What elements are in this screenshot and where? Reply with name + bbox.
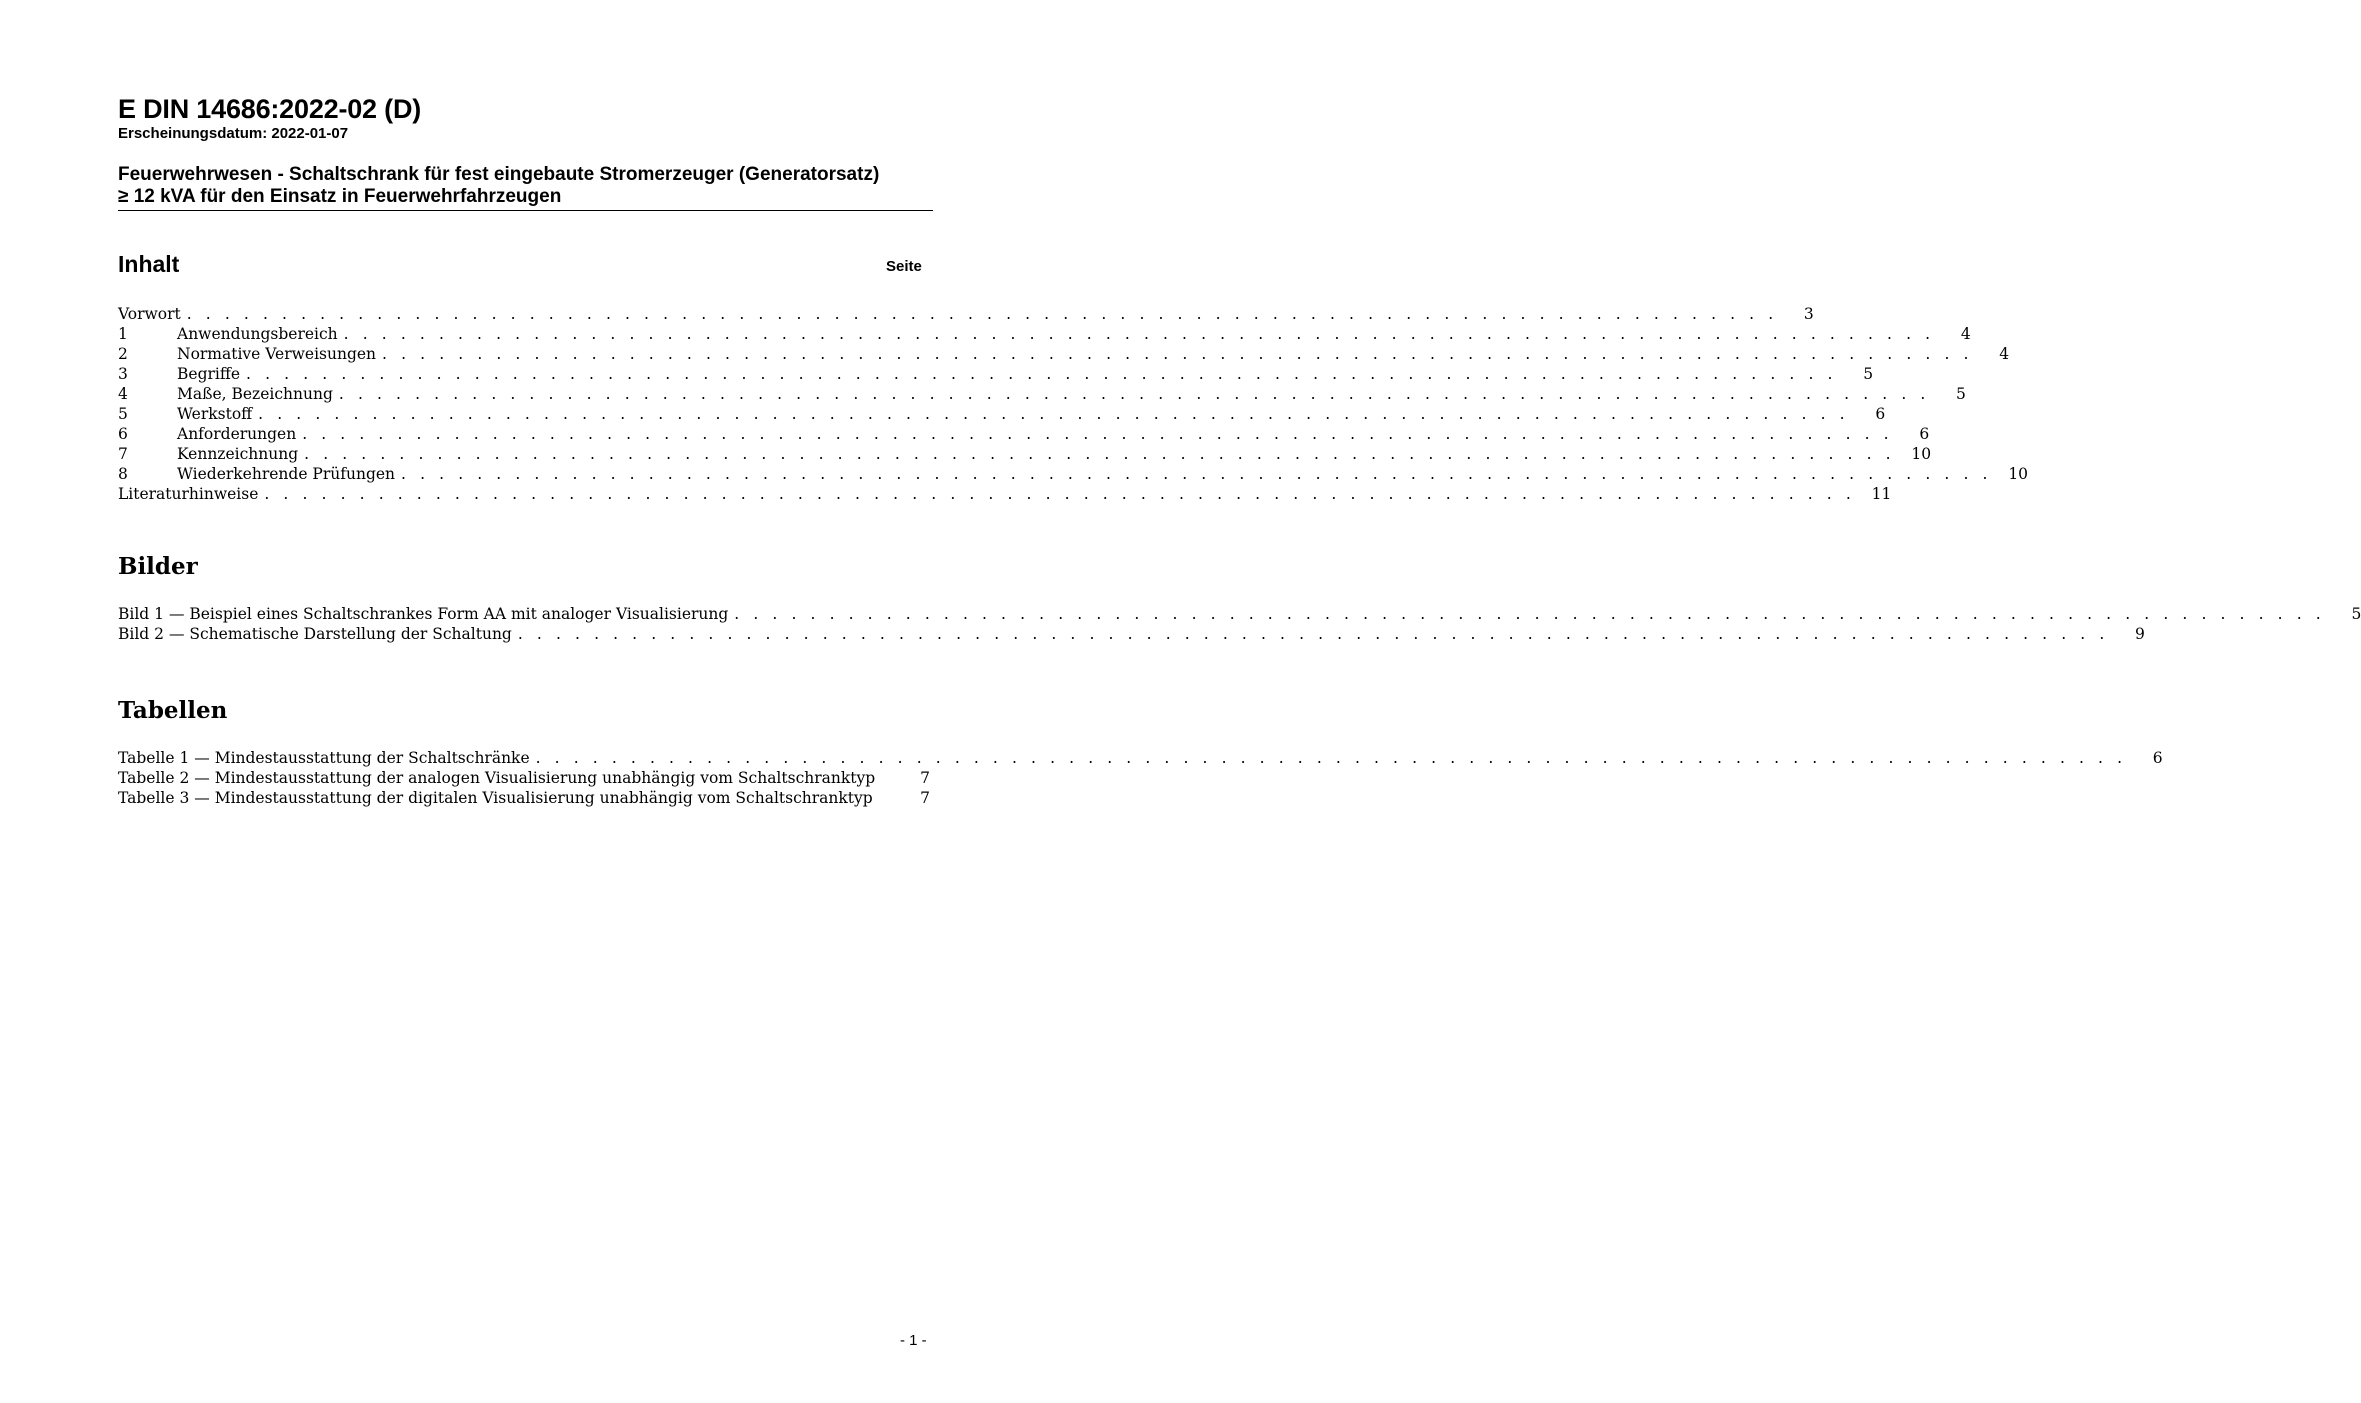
toc-entry[interactable] — [118, 424, 1930, 444]
dot-leader: . . . . . . . . . . . . . . . . . . . . . . . . . . . . . . . . . . . . . . . . . . . . . . . . . . . . . . . . . . . . . . . . . . . . . . . . . . . . . . . . . . . . — [186, 305, 1778, 323]
dot-leader: . . . . . . . . . . . . . . . . . . . . . . . . . . . . . . . . . . . . . . . . . . . . . . . . . . . . . . . . . . . . . . . . . . . . . . . . . . . . . . . . . . . . — [304, 445, 1896, 463]
toc-entry-number: 5 — [118, 405, 128, 423]
toc-entry-number: 2 — [118, 345, 128, 363]
toc-entry-page: 4 — [1999, 345, 2010, 363]
dot-leader: . . . . . . . . . . . . . . . . . . . . . . . . . . . . . . . . . . . . . . . . . . . . . . . . . . . . . . . . . . . . . . . . . . . . . . . . . . . . . . . . . . . . — [734, 605, 2326, 623]
toc-entry[interactable] — [118, 484, 1892, 504]
document-title — [118, 164, 933, 208]
table-entry-page: 7 — [920, 789, 930, 807]
title-line-1: Feuerwehrwesen - Schaltschrank für fest eingebaute Stromerzeuger (Generatorsatz) — [118, 164, 880, 185]
toc-entry-number: 3 — [118, 365, 128, 383]
dot-leader: . . . . . . . . . . . . . . . . . . . . . . . . . . . . . . . . . . . . . . . . . . . . . . . . . . . . . . . . . . . . . . . . . . . . . . . . . . . . . . . . . . . . — [343, 325, 1935, 343]
toc-entry-title: Normative Verweisungen — [177, 345, 377, 363]
figure-entry[interactable] — [118, 604, 2361, 624]
title-line-2: ≥ 12 kVA für den Einsatz in Feuerwehrfahrzeugen — [118, 186, 562, 207]
toc-entry[interactable] — [118, 324, 1971, 344]
figures-heading: Bilder — [118, 553, 198, 580]
dot-leader: . . . . . . . . . . . . . . . . . . . . . . . . . . . . . . . . . . . . . . . . . . . . . . . . . . . . . . . . . . . . . . . . . . . . . . . . . . . . . . . . . . . . — [401, 465, 1993, 483]
table-entry[interactable] — [118, 788, 930, 808]
toc-entry-title: Vorwort — [118, 305, 181, 323]
table-entry[interactable] — [118, 768, 930, 788]
toc-entry-page: 5 — [1956, 385, 1966, 403]
dot-leader: . . . . . . . . . . . . . . . . . . . . . . . . . . . . . . . . . . . . . . . . . . . . . . . . . . . . . . . . . . . . . . . . . . . . . . . . . . . . . . . . . . . . — [517, 625, 2109, 643]
toc-entry-number: 4 — [118, 385, 128, 403]
contents-heading: Inhalt — [118, 251, 180, 277]
title-divider — [118, 210, 933, 211]
figure-entry-page: 9 — [2135, 625, 2145, 643]
toc-entry[interactable] — [118, 384, 1966, 404]
document-id: E DIN 14686:2022-02 (D) — [118, 94, 422, 124]
toc-entry[interactable] — [118, 464, 2029, 484]
toc-entry-number: 7 — [118, 445, 128, 463]
figure-entry-title: Bild 2 — Schematische Darstellung der Schaltung — [118, 625, 512, 643]
toc-entry-page: 3 — [1803, 305, 1814, 323]
tables-heading: Tabellen — [118, 697, 228, 724]
toc-entry[interactable] — [118, 344, 2010, 364]
toc-entry-title: Wiederkehrende Prüfungen — [177, 465, 396, 483]
toc-entry[interactable] — [118, 364, 1874, 384]
figures-list — [118, 604, 2361, 644]
dot-leader: . . . . . . . . . . . . . . . . . . . . . . . . . . . . . . . . . . . . . . . . . . . . . . . . . . . . . . . . . . . . . . . . . . . . . . . . . . . . . . . . . . . . — [382, 345, 1974, 363]
page-column-label: Seite — [886, 258, 922, 275]
toc-entry-title: Kennzeichnung — [177, 445, 299, 463]
table-entry-title: Tabelle 3 — Mindestausstattung der digitalen Visualisierung unabhängig vom Schaltschranktyp — [118, 789, 873, 807]
dot-leader: . . . . . . . . . . . . . . . . . . . . . . . . . . . . . . . . . . . . . . . . . . . . . . . . . . . . . . . . . . . . . . . . . . . . . . . . . . . . . . . . . . . . — [302, 425, 1894, 443]
dot-leader: . . . . . . . . . . . . . . . . . . . . . . . . . . . . . . . . . . . . . . . . . . . . . . . . . . . . . . . . . . . . . . . . . . . . . . . . . . . . . . . . . . . . — [264, 485, 1856, 503]
table-entry-title: Tabelle 2 — Mindestausstattung der analogen Visualisierung unabhängig vom Schaltschranktyp — [118, 769, 876, 787]
toc-entry-title: Anforderungen — [177, 425, 297, 443]
toc-entry-title: Werkstoff — [177, 405, 253, 423]
toc-entry-page: 6 — [1875, 405, 1886, 423]
dot-leader: . . . . . . . . . . . . . . . . . . . . . . . . . . . . . . . . . . . . . . . . . . . . . . . . . . . . . . . . . . . . . . . . . . . . . . . . . . . . . . . . . . . . — [246, 365, 1838, 383]
toc-entry-number: 6 — [118, 425, 128, 443]
figure-entry-page: 5 — [2351, 605, 2361, 623]
toc-entry-title: Anwendungsbereich — [177, 325, 338, 343]
toc-entry-title: Literaturhinweise — [118, 485, 259, 503]
dot-leader: . . . . . . . . . . . . . . . . . . . . . . . . . . . . . . . . . . . . . . . . . . . . . . . . . . . . . . . . . . . . . . . . . . . . . . . . . . . . . . . . . . . . — [258, 405, 1850, 423]
toc-entry-page: 5 — [1863, 365, 1874, 383]
figure-entry-title: Bild 1 — Beispiel eines Schaltschrankes Form AA mit analoger Visualisierung — [118, 605, 729, 623]
toc-entry[interactable] — [118, 444, 1932, 464]
toc-entry[interactable] — [118, 304, 1814, 324]
toc-entry[interactable] — [118, 404, 1886, 424]
contents-list — [118, 304, 2029, 504]
table-entry[interactable] — [118, 748, 2163, 768]
toc-entry-number: 8 — [118, 465, 128, 483]
toc-entry-page: 11 — [1871, 485, 1892, 503]
table-entry-page: 7 — [920, 769, 930, 787]
figure-entry[interactable] — [118, 624, 2145, 644]
toc-entry-page: 4 — [1960, 325, 1971, 343]
dot-leader: . . . . . . . . . . . . . . . . . . . . . . . . . . . . . . . . . . . . . . . . . . . . . . . . . . . . . . . . . . . . . . . . . . . . . . . . . . . . . . . . . . . . — [338, 385, 1930, 403]
toc-entry-number: 1 — [118, 325, 128, 343]
toc-entry-title: Begriffe — [177, 365, 241, 383]
tables-list — [118, 748, 2163, 808]
toc-entry-page: 6 — [1919, 425, 1930, 443]
publication-date: Erscheinungsdatum: 2022-01-07 — [118, 125, 349, 142]
page-number: - 1 - — [900, 1332, 927, 1349]
toc-entry-page: 10 — [2008, 465, 2029, 483]
table-entry-page: 6 — [2152, 749, 2163, 767]
toc-entry-title: Maße, Bezeichnung — [177, 385, 333, 403]
table-entry-title: Tabelle 1 — Mindestausstattung der Schaltschränke — [118, 749, 530, 767]
toc-entry-page: 10 — [1911, 445, 1932, 463]
dot-leader: . . . . . . . . . . . . . . . . . . . . . . . . . . . . . . . . . . . . . . . . . . . . . . . . . . . . . . . . . . . . . . . . . . . . . . . . . . . . . . . . . . . . — [535, 749, 2127, 767]
